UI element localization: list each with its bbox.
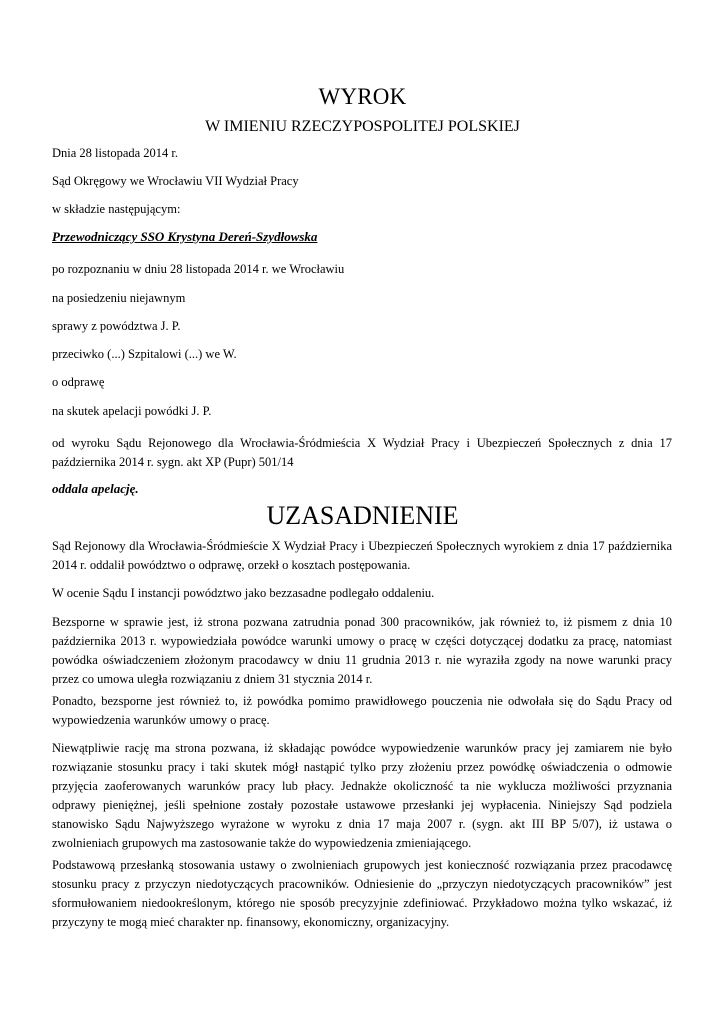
judgment-reference: od wyroku Sądu Rejonowego dla Wrocławia-Śródmieścia X Wydział Pracy i Ubezpieczeń Społecznych z dnia 17 października 2014 r. sygn. akt XP (Pupr) 501/14 (52, 436, 672, 469)
date-line: Dnia 28 listopada 2014 r. (52, 146, 179, 160)
composition-line: w składzie następującym: (52, 202, 181, 216)
paragraph: Sąd Rejonowy dla Wrocławia-Śródmieście X Wydział Pracy i Ubezpieczeń Społecznych wyrokiem z dnia 17 października 2014 r. oddalił powództwo o odprawę, orzekł o kosztach postępowania. (52, 539, 672, 572)
paragraph: Niewątpliwie rację ma strona pozwana, iż składając powódce wypowiedzenie warunków pracy jej zamiarem nie było rozwiązanie stosunku pracy i taki skutek mógł nastąpić tylko przy złożeniu przez powódkę oświadczenia o odmowie przyjęcia zaoferowanych warunków pracy lub płacy. Jednakże okoliczność ta nie wyklucza możliwości przyznania odprawy pieniężnej, jeśli spełnione zostały pozostałe ustawowe przesłanki jej wypłacenia. Niniejszy Sąd podziela stanowisko Sądu Najwyższego wyrażone w wyroku z dnia 17 maja 2007 r. (sygn. akt III BP 5/07), iż ustawa o zwolnieniach grupowych ma zastosowanie także do wypowiedzenia zmieniającego. (52, 741, 672, 850)
paragraph: Ponadto, bezsporne jest również to, iż powódka pomimo prawidłowego pouczenia nie odwołała się do Sądu Pracy od wypowiedzenia warunków umowy o pracę. (52, 694, 672, 727)
court-line: Sąd Okręgowy we Wrocławiu VII Wydział Pracy (52, 174, 299, 188)
case-line: sprawy z powództwa J. P. (52, 319, 181, 333)
justification-heading: UZASADNIENIE (266, 501, 459, 530)
paragraph: Bezsporne w sprawie jest, iż strona pozwana zatrudnia ponad 300 pracowników, jak również to, iż pismem z dnia 10 października 2013 r. wypowiedziała powódce warunki umowy o pracę w części dotyczącej dodatku za pracę, natomiast powódka oświadczeniem złożonym pracodawcy w dniu 11 grudnia 2013 r. nie wyraziła zgody na nowe warunki pracy przez co umowa uległa rozwiązaniu z dniem 31 stycznia 2014 r. (52, 615, 672, 686)
hearing-line: po rozpoznaniu w dniu 28 listopada 2014 r. we Wrocławiu (52, 262, 345, 276)
subject-line: o odprawę (52, 375, 105, 389)
appeal-line: na skutek apelacji powódki J. P. (52, 404, 212, 418)
ruling: oddala apelację. (52, 481, 139, 496)
against-line: przeciwko (...) Szpitalowi (...) we W. (52, 347, 237, 361)
session-line: na posiedzeniu niejawnym (52, 291, 186, 305)
paragraph: W ocenie Sądu I instancji powództwo jako bezzasadne podlegało oddaleniu. (52, 586, 435, 600)
document-subtitle: W IMIENIU RZECZYPOSPOLITEJ POLSKIEJ (205, 118, 520, 135)
paragraph: Podstawową przesłanką stosowania ustawy o zwolnieniach grupowych jest konieczność rozwiązania przez pracodawcę stosunku pracy z przyczyn niedotyczących pracowników. Odniesienie do „przyczyn niedotyczących pracowników” jest sformułowaniem niedookreślonym, którego nie sposób precyzyjnie zdefiniować. Przykładowo można tylko wskazać, iż przyczyny te mogą mieć charakter np. finansowy, ekonomiczny, organizacyjny. (52, 858, 672, 929)
document-title: WYROK (318, 84, 407, 109)
chair-line: Przewodniczący SSO Krystyna Dereń-Szydłowska (52, 229, 318, 244)
